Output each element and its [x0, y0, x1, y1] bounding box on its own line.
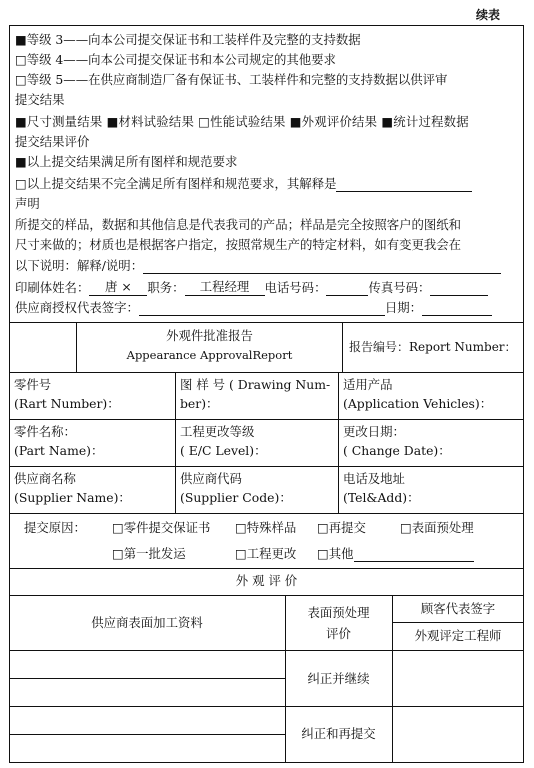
rule	[9, 650, 524, 651]
print-name-value[interactable]: 唐 ×	[89, 279, 147, 296]
appearance-title: 外 观 评 价	[235, 573, 298, 588]
date-label: 日期：	[384, 300, 423, 315]
engineer-header: 外观评定工程师	[414, 628, 502, 643]
results-title: 提交结果	[15, 92, 65, 107]
reason-other-label: □其他	[317, 546, 354, 561]
reason-other-field[interactable]	[354, 548, 474, 562]
eval-not-satisfied-label: □以上提交结果不完全满足所有图样和规范要求，其解释是	[15, 176, 337, 191]
rule	[342, 322, 343, 372]
ec-level-label-en[interactable]: ( E/C Level)：	[180, 443, 267, 458]
drawing-number-label-2[interactable]: ber)：	[180, 396, 219, 411]
eval-not-satisfied-option[interactable]	[15, 176, 472, 192]
reason-resubmit-checkbox[interactable]: □再提交	[317, 520, 366, 535]
rule	[9, 513, 524, 514]
position-label: 职务：	[147, 280, 185, 295]
rule	[175, 372, 176, 513]
continued-label: 续表	[475, 8, 500, 22]
evaluation-title: 提交结果评价	[15, 134, 90, 149]
rule	[9, 706, 524, 707]
rule	[9, 734, 285, 735]
print-name-label: 印刷体姓名：	[15, 280, 90, 295]
explanation-field[interactable]	[336, 178, 472, 192]
results-items[interactable]: ■尺寸测量结果 ■材料试验结果 □性能试验结果 ■外观评价结果 ■统计过程数据	[15, 114, 469, 129]
supplier-code-label-en[interactable]: (Supplier Code)：	[180, 490, 292, 505]
part-number-label-cn: 零件号	[14, 377, 52, 392]
part-number-label-en[interactable]: (Rart Number)：	[14, 396, 120, 411]
contact-row	[15, 279, 488, 296]
rule	[392, 595, 393, 763]
correct-continue-label: 纠正并继续	[307, 671, 370, 686]
level-4-option[interactable]: □等级 4——向本公司提交保证书和本公司规定的其他要求	[15, 52, 336, 67]
drawing-number-label-1: 图 样 号 ( Drawing Num-	[180, 377, 331, 392]
phone-label: 电话号码：	[264, 280, 327, 295]
position-value[interactable]: 工程经理	[185, 279, 265, 296]
rule	[9, 322, 524, 323]
customer-sign-header: 顾客代表签字	[420, 601, 496, 616]
eval-satisfied-option[interactable]: ■以上提交结果满足所有图样和规范要求	[15, 154, 238, 169]
signature-row	[15, 300, 492, 316]
statement-text-3: 以下说明：解释/说明：	[15, 258, 144, 273]
phone-field[interactable]	[326, 282, 368, 296]
rule	[392, 622, 524, 623]
reason-first-batch-checkbox[interactable]: □第一批发运	[112, 546, 186, 561]
ec-level-label-cn: 工程更改等级	[180, 424, 255, 439]
reason-warrant-checkbox[interactable]: □零件提交保证书	[112, 520, 211, 535]
pretreat-header-2: 评价	[326, 626, 351, 641]
part-name-label-cn: 零件名称：	[14, 424, 76, 439]
statement-text-2: 尺寸来做的；材质也是根据客户指定，按照常规生产的特定材料，如有变更我会在	[15, 237, 462, 252]
rule	[9, 466, 524, 467]
level-3-option[interactable]: ■等级 3——向本公司提交保证书和工装样件及完整的支持数据	[15, 32, 361, 47]
supplier-name-label-en[interactable]: (Supplier Name)：	[14, 490, 131, 505]
level-5-option[interactable]: □等级 5——在供应商制造厂备有保证书、工装样件和完整的支持数据以供评审	[15, 72, 448, 87]
fax-field[interactable]	[430, 282, 488, 296]
reason-eng-change-checkbox[interactable]: □工程更改	[235, 546, 297, 561]
supplier-finish-header: 供应商表面加工资料	[91, 615, 203, 630]
rule	[9, 419, 524, 420]
tel-address-label-cn: 电话及地址	[343, 471, 405, 486]
pretreat-header-1: 表面预处理	[307, 605, 370, 620]
report-title-cn: 外观件批准报告	[166, 328, 253, 343]
rule	[338, 372, 339, 513]
rule	[9, 678, 285, 679]
vehicles-label-cn: 适用产品	[343, 377, 393, 392]
supplier-code-label-cn: 供应商代码	[180, 471, 242, 486]
reason-surface-treatment-checkbox[interactable]: □表面预处理	[400, 520, 474, 535]
change-date-label-cn: 更改日期：	[343, 424, 405, 439]
fax-label: 传真号码：	[368, 280, 431, 295]
signature-label: 供应商授权代表签字：	[15, 300, 139, 315]
correct-resubmit-label: 纠正和再提交	[301, 726, 376, 741]
report-number[interactable]: 报告编号：Report Number：	[349, 340, 517, 354]
signature-field[interactable]	[139, 302, 385, 316]
statement-title: 声明	[15, 196, 40, 211]
date-field[interactable]	[422, 302, 492, 316]
part-name-label-en[interactable]: (Part Name)：	[14, 443, 104, 458]
reason-other-checkbox[interactable]	[317, 546, 474, 562]
rule	[9, 568, 524, 569]
tel-address-label-en[interactable]: (Tel&Add)：	[343, 490, 420, 505]
statement-explain-row	[15, 258, 501, 274]
reason-special-sample-checkbox[interactable]: □特殊样品	[235, 520, 297, 535]
rule	[76, 322, 77, 372]
statement-text-1: 所提交的样品，数据和其他信息是代表我司的产品；样品是完全按照客户的图纸和	[15, 217, 462, 232]
rule	[9, 372, 524, 373]
report-title-en: Appearance ApprovalReport	[126, 348, 293, 362]
rule	[9, 595, 524, 596]
vehicles-label-en[interactable]: (Application Vehicles)：	[343, 396, 493, 411]
change-date-label-en[interactable]: ( Change Date)：	[343, 443, 451, 458]
supplier-name-label-cn: 供应商名称	[14, 471, 76, 486]
explanation-input[interactable]	[143, 260, 501, 274]
reason-label: 提交原因：	[24, 520, 86, 535]
